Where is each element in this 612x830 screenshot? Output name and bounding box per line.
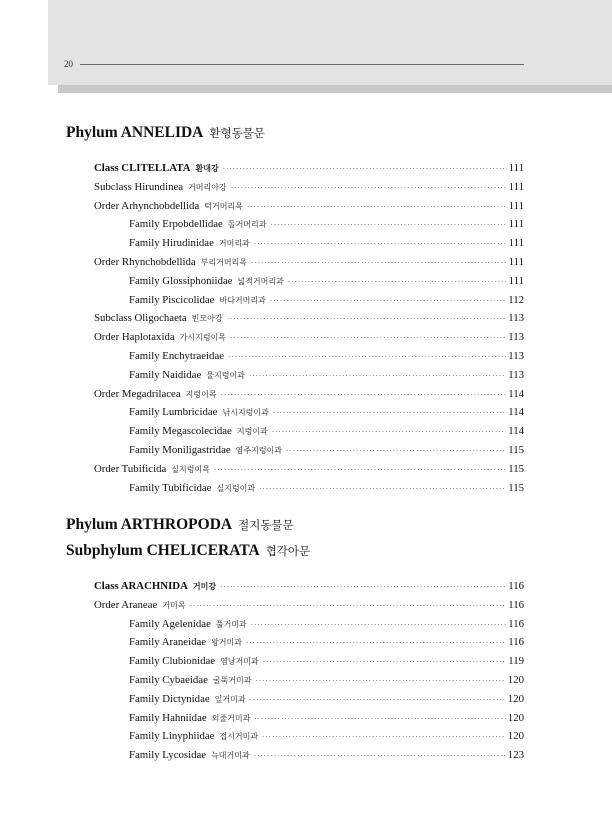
taxon-name: Family Hahniidae [129,711,207,724]
toc-entry-page: 123 [507,749,524,762]
taxon-korean-name: 늑대거미과 [211,751,250,761]
toc-entry-page: 113 [508,368,524,381]
toc-entry-page: 113 [508,331,524,344]
taxon-korean-name: 물지렁이과 [206,370,245,380]
toc-entry[interactable] [94,652,524,671]
toc-entry-label [129,291,266,311]
toc-entry[interactable] [94,403,524,422]
toc-entry-label [129,727,258,747]
toc-entry-page: 111 [508,180,524,193]
taxon-name: Family Moniligastridae [129,443,231,456]
taxon-korean-name: 왕거미과 [211,638,242,648]
toc-entry[interactable] [94,347,524,366]
toc-entry-label [94,309,223,329]
taxon-korean-name: 낚시지렁이과 [222,408,269,418]
page-header-band [48,0,612,85]
taxon-korean-name: 바다거머리과 [219,295,266,305]
toc-entry-label [129,441,282,461]
toc-entry-label [129,746,250,766]
toc-entry-page: 111 [508,274,524,287]
toc-entry-label [94,328,226,348]
leader-dots [288,273,507,292]
taxon-name: Order Araneae [94,598,158,611]
toc-entry[interactable] [94,328,524,347]
taxon-name: Subclass Oligochaeta [94,312,187,325]
toc-entry[interactable] [94,460,524,479]
leader-dots [270,292,506,311]
phylum-latin: Phylum ANNELIDA [66,124,204,141]
phylum-korean: 환형동물문 [209,126,265,140]
toc-entry[interactable] [94,690,524,709]
toc-entry-page: 112 [508,293,524,306]
subphylum-korean: 협각아문 [265,544,311,558]
taxon-name: Family Lumbricidae [129,406,218,419]
leader-dots [250,691,506,710]
leader-dots [189,597,506,616]
taxon-name: Order Megadrilacea [94,387,181,400]
page-number: 20 [64,59,73,69]
toc-entry-label [129,652,259,672]
toc-entry-label [94,178,227,198]
leader-dots [286,442,506,461]
leader-dots [221,386,507,405]
taxon-name: Class CLITELLATA [94,162,191,174]
toc-entry[interactable] [94,159,524,178]
toc-list-annelida [94,159,524,497]
taxon-korean-name: 거머리과 [218,239,250,249]
header-rule [80,64,524,65]
taxon-korean-name: 턱거머리목 [204,201,243,211]
leader-dots [228,348,506,367]
toc-entry-label [94,197,243,217]
toc-entry[interactable] [94,671,524,690]
leader-dots [254,710,505,729]
toc-entry[interactable] [94,366,524,385]
taxon-name: Order Haplotaxida [94,331,175,344]
leader-dots [249,367,506,386]
taxon-korean-name: 굴뚝거미과 [212,675,252,685]
leader-dots [254,235,507,254]
toc-list-arthropoda [94,577,524,765]
taxon-korean-name: 접시거미과 [219,732,259,742]
toc-entry[interactable] [94,422,524,441]
toc-entry[interactable] [94,746,524,765]
toc-entry-label [129,709,250,729]
toc-entry-page: 120 [507,692,524,705]
toc-entry-page: 115 [508,481,524,494]
toc-entry[interactable] [94,577,524,596]
page-header-shadow [58,85,612,93]
toc-entry-page: 116 [508,636,524,649]
taxon-name: Family Glossiphoniidae [129,274,233,287]
leader-dots [214,461,506,480]
taxon-name: Family Naididae [129,368,202,381]
toc-entry-page: 113 [508,312,524,325]
taxon-korean-name: 잎거미과 [214,694,246,704]
toc-entry-label [129,347,224,366]
toc-entry-label [129,633,242,653]
toc-entry-page: 111 [508,199,524,212]
toc-entry-page: 120 [507,730,524,743]
phylum-heading-annelida [66,124,265,142]
toc-entry[interactable] [94,272,524,291]
taxon-name: Family Agelenidae [129,617,211,630]
toc-entry-page: 114 [508,406,524,419]
leader-dots [231,179,507,198]
toc-entry[interactable] [94,479,524,498]
toc-entry-page: 114 [508,387,524,400]
toc-entry-page: 115 [508,443,524,456]
leader-dots [223,160,507,179]
taxon-name: Family Piscicolidae [129,293,215,306]
leader-dots [227,310,507,329]
leader-dots [251,254,507,273]
toc-entry-label [129,366,245,386]
taxon-korean-name: 지렁이목 [185,389,217,399]
toc-entry-page: 116 [508,617,524,630]
toc-entry[interactable] [94,727,524,746]
taxon-name: Family Dictynidae [129,692,210,705]
toc-entry-page: 111 [508,255,524,268]
leader-dots [220,578,506,597]
leader-dots [273,404,506,423]
leader-dots [262,728,506,747]
toc-entry[interactable] [94,385,524,404]
toc-entry-page: 111 [508,162,524,174]
toc-entry-label [129,479,255,499]
toc-entry-page: 119 [508,655,524,668]
phylum-korean: 절지동물문 [238,518,294,532]
taxon-korean-name: 실지렁이목 [171,464,210,474]
taxon-korean-name: 염낭거미과 [220,657,259,667]
subphylum-latin: Subphylum CHELICERATA [66,542,260,559]
leader-dots [254,747,506,766]
taxon-name: Family Hirudinidae [129,237,214,250]
taxon-korean-name: 환대강 [195,164,219,173]
taxon-korean-name: 풀거미과 [215,619,247,629]
toc-entry[interactable] [94,709,524,728]
taxon-korean-name: 돌거머리과 [227,220,267,230]
toc-entry-label [94,159,219,179]
taxon-name: Family Lycosidae [129,749,207,762]
toc-entry[interactable] [94,615,524,634]
taxon-name: Family Clubionidae [129,655,216,668]
taxon-korean-name: 거미강 [192,582,217,591]
subphylum-heading-chelicerata [66,542,310,560]
taxon-name: Family Erpobdellidae [129,218,223,231]
taxon-name: Class ARACHNIDA [94,580,188,592]
toc-entry[interactable] [94,596,524,615]
toc-entry[interactable] [94,309,524,328]
toc-entry-page: 115 [508,462,524,475]
toc-entry[interactable] [94,633,524,652]
leader-dots [259,480,506,499]
toc-entry-label [94,577,216,597]
phylum-heading-arthropoda [66,516,294,534]
taxon-name: Family Linyphiidae [129,730,215,743]
taxon-name: Subclass Hirundinea [94,180,184,193]
toc-entry-label [129,403,269,423]
toc-entry-page: 120 [507,711,524,724]
toc-entry[interactable] [94,234,524,253]
leader-dots [230,329,506,348]
toc-entry-label [94,253,247,273]
taxon-name: Family Araneidae [129,636,207,649]
leader-dots [263,653,506,672]
toc-entry[interactable] [94,197,524,216]
toc-entry-label [129,690,246,710]
toc-entry[interactable] [94,178,524,197]
leader-dots [272,423,506,442]
toc-entry-label [129,422,268,442]
taxon-korean-name: 가시지렁이목 [179,333,227,343]
toc-entry-page: 116 [508,598,524,611]
leader-dots [247,198,507,217]
toc-entry-page: 113 [508,349,524,362]
taxon-korean-name: 실지렁이과 [216,483,256,493]
taxon-name: Family Enchytraeidae [129,349,225,362]
toc-entry-page: 116 [508,580,524,592]
taxon-korean-name: 거머리아강 [188,182,227,192]
toc-entry-label [129,234,250,254]
taxon-name: Order Rhynchobdellida [94,255,196,268]
toc-entry-page: 120 [507,673,524,686]
leader-dots [271,216,507,235]
toc-entry[interactable] [94,253,524,272]
toc-entry-label [94,460,210,480]
leader-dots [256,672,506,691]
toc-entry-page: 111 [508,237,524,250]
toc-entry-label [129,671,252,691]
toc-entry-label [94,596,185,616]
taxon-name: Order Tubificida [94,462,167,475]
leader-dots [246,634,506,653]
leader-dots [251,616,506,635]
taxon-korean-name: 부리거머리목 [200,257,248,267]
toc-entry[interactable] [94,215,524,234]
taxon-korean-name: 거미목 [162,600,186,610]
taxon-korean-name: 빈모아강 [191,314,223,324]
taxon-name: Family Tubificidae [129,481,212,494]
toc-entry-page: 114 [508,425,524,438]
taxon-korean-name: 넓적거머리과 [237,276,284,286]
toc-entry[interactable] [94,441,524,460]
toc-entry-label [129,272,284,292]
taxon-korean-name: 염주지렁이과 [235,445,283,455]
toc-entry[interactable] [94,291,524,310]
toc-entry-page: 111 [508,218,524,231]
taxon-name: Order Arhynchobdellida [94,199,200,212]
taxon-korean-name: 지렁이과 [236,427,268,437]
taxon-name: Family Cybaeidae [129,673,208,686]
toc-entry-label [94,385,217,405]
phylum-latin: Phylum ARTHROPODA [66,516,233,533]
toc-entry-label [129,615,247,635]
toc-entry-label [129,215,267,235]
taxon-name: Family Megascolecidae [129,425,232,438]
taxon-korean-name: 외줄거미과 [211,713,251,723]
